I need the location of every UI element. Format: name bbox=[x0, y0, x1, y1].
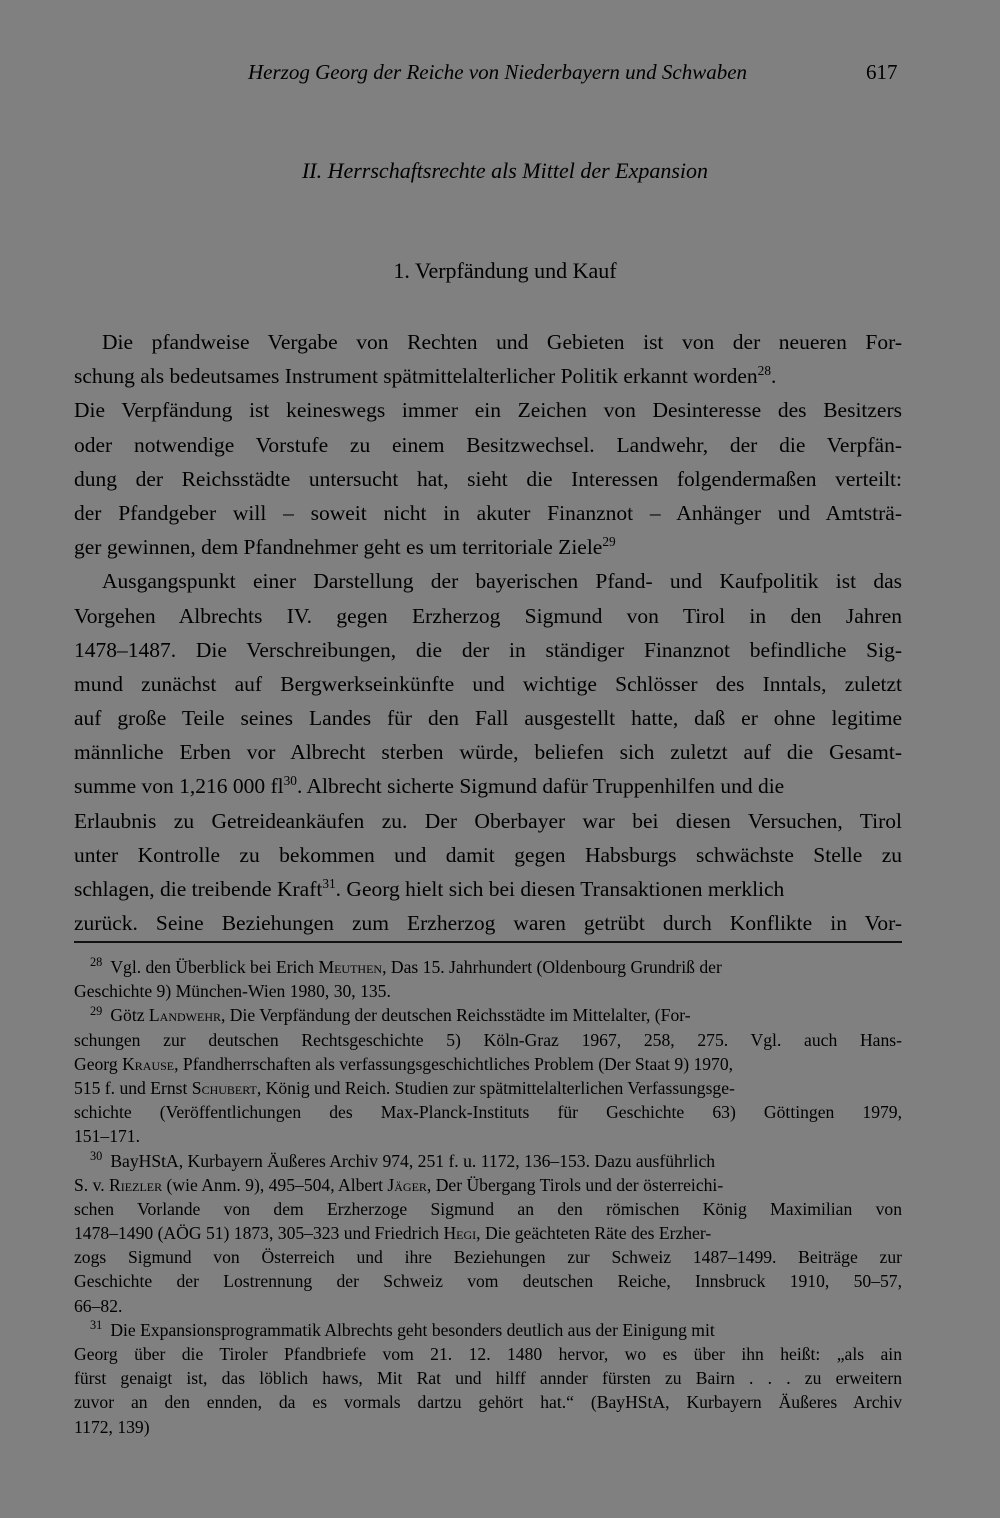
body-line: Ausgangspunkt einer Darstellung der bayerischen Pfand- und Kaufpolitik ist das bbox=[102, 569, 902, 594]
body-line: mund zunächst auf Bergwerkseinkünfte und wichtige Schlösser des Inntals, zuletzt bbox=[74, 671, 902, 696]
footnote-line: schungen zur deutschen Rechtsgeschichte 5) Köln-Graz 1967, 258, 275. Vgl. auch Hans- bbox=[74, 1029, 902, 1050]
body-line: 1478–1487. Die Verschreibungen, die der in ständiger Finanznot befindliche Sig- bbox=[74, 637, 902, 662]
footnote-number: 31 bbox=[90, 1317, 103, 1332]
body-line: Vorgehen Albrechts IV. gegen Erzherzog Sigmund von Tirol in den Jahren bbox=[74, 603, 902, 628]
body-line: auf große Teile seines Landes für den Fall ausgestellt hatte, daß er ohne legitime bbox=[74, 706, 902, 731]
footnote-line bbox=[74, 1173, 902, 1197]
footnotes bbox=[74, 955, 902, 1439]
footnote-ref[interactable]: 30 bbox=[283, 773, 297, 789]
footnote-text: Die Expansionsprogrammatik Albrechts geht besonders deutlich aus der Einigung mit bbox=[110, 1319, 715, 1340]
body-line: Die Verpfändung ist keineswegs immer ein Zeichen von Desinteresse des Besitzers bbox=[74, 398, 902, 423]
footnote-ref[interactable]: 28 bbox=[757, 363, 771, 379]
body-line: unter Kontrolle zu bekommen und damit gegen Habsburgs schwächste Stelle zu bbox=[74, 842, 902, 867]
footnote-ref[interactable]: 29 bbox=[602, 533, 616, 549]
body-line: männliche Erben vor Albrecht sterben würde, beliefen sich zuletzt auf die Gesamt- bbox=[74, 740, 902, 765]
footnote-text: , König und Reich. Studien zur spätmittelalterlichen Verfassungsge- bbox=[256, 1077, 735, 1098]
footnote-31 bbox=[74, 1318, 902, 1342]
author-name: Meuthen bbox=[318, 957, 383, 977]
footnote-number: 29 bbox=[90, 1003, 103, 1018]
author-name: Krause bbox=[122, 1053, 175, 1074]
footnote-line: 151–171. bbox=[74, 1126, 140, 1147]
body-line-text: . bbox=[770, 364, 777, 389]
footnote-30 bbox=[74, 1149, 902, 1173]
body-line: dung der Reichsstädte untersucht hat, sieht die Interessen folgendermaßen verteilt: bbox=[74, 466, 902, 491]
body-line bbox=[74, 769, 902, 803]
footnote-number: 28 bbox=[90, 955, 103, 970]
footnote-separator bbox=[74, 941, 902, 943]
footnote-number: 30 bbox=[90, 1148, 103, 1163]
footnote-text: , Die Verpfändung der deutschen Reichsstädte im Mittelalter, (For- bbox=[221, 1005, 691, 1026]
footnote-line bbox=[74, 1052, 902, 1076]
author-name: Riezler bbox=[109, 1174, 163, 1195]
body-line: zurück. Seine Beziehungen zum Erzherzog waren getrübt durch Konflikte in Vor- bbox=[74, 911, 902, 936]
body-line-text: . Albrecht sicherte Sigmund dafür Truppenhilfen und die bbox=[296, 774, 785, 799]
body-line-text: schlagen, die treibende Kraft bbox=[74, 877, 323, 901]
footnote-text: , Die geächteten Räte des Erzher- bbox=[476, 1223, 712, 1244]
body-line: Die pfandweise Vergabe von Rechten und Gebieten ist von der neueren For- bbox=[102, 330, 902, 354]
footnote-text: , Das 15. Jahrhundert (Oldenbourg Grundriß der bbox=[382, 957, 722, 977]
author-name: Hegi bbox=[443, 1223, 477, 1244]
body-text bbox=[74, 325, 902, 940]
footnote-text: , Pfandherrschaften als verfassungsgeschichtliches Problem (Der Staat 9) 1970, bbox=[174, 1053, 734, 1074]
body-line: der Pfandgeber will – soweit nicht in akuter Finanznot – Anhänger und Amtsträ- bbox=[74, 500, 902, 525]
section-heading: II. Herrschaftsrechte als Mittel der Expansion bbox=[301, 158, 709, 183]
body-line: oder notwendige Vorstufe zu einem Besitzwechsel. Landwehr, der die Verpfän- bbox=[74, 432, 902, 457]
body-line bbox=[74, 359, 902, 393]
footnote-text: S. v. bbox=[74, 1174, 110, 1195]
footnote-line: Georg über die Tiroler Pfandbriefe vom 21. 12. 1480 hervor, wo es über ihn heißt: „als ain bbox=[74, 1344, 902, 1364]
author-name: Landwehr bbox=[148, 1005, 221, 1026]
body-line-text: summe von 1,216 000 fl bbox=[74, 774, 284, 799]
footnote-ref[interactable]: 31 bbox=[322, 875, 336, 891]
footnote-text: 515 f. und Ernst bbox=[74, 1077, 192, 1098]
footnote-text: Vgl. den Überblick bei Erich bbox=[110, 957, 319, 977]
footnote-line: 1172, 139) bbox=[74, 1416, 150, 1437]
footnote-line bbox=[74, 1076, 902, 1100]
footnote-text: 1478–1490 (AÖG 51) 1873, 305–323 und Friedrich bbox=[74, 1223, 444, 1244]
body-line-text: ger gewinnen, dem Pfandnehmer geht es um territoriale Ziele bbox=[74, 535, 603, 560]
subsection-heading: 1. Verpfändung und Kauf bbox=[393, 258, 617, 283]
footnote-line: fürst genaigt ist, das löblich haws, Mit Rat und hilff annder fürsten zu Bairn . . . zu erweitern bbox=[74, 1368, 902, 1389]
body-line-text: . Georg hielt sich bei diesen Transaktionen merklich bbox=[335, 877, 785, 901]
footnote-line: zogs Sigmund von Österreich und ihre Beziehungen zur Schweiz 1487–1499. Beiträge zur bbox=[74, 1247, 902, 1268]
body-line-text: schung als bedeutsames Instrument spätmittelalterlicher Politik erkannt worden bbox=[74, 364, 758, 389]
footnote-28 bbox=[74, 955, 902, 979]
footnote-line: schichte (Veröffentlichungen des Max-Planck-Instituts für Geschichte 63) Göttingen 1979, bbox=[74, 1102, 902, 1123]
body-line bbox=[74, 872, 902, 906]
footnote-line bbox=[74, 1221, 902, 1245]
footnote-line: Geschichte 9) München-Wien 1980, 30, 135. bbox=[74, 981, 391, 1002]
running-header-title: Herzog Georg der Reiche von Niederbayern und Schwaben bbox=[248, 60, 748, 84]
page-number: 617 bbox=[866, 60, 898, 84]
body-line bbox=[74, 530, 902, 564]
footnote-line: 66–82. bbox=[74, 1295, 123, 1316]
footnote-text: BayHStA, Kurbayern Äußeres Archiv 974, 251 f. u. 1172, 136–153. Dazu ausführlich bbox=[110, 1150, 716, 1171]
footnote-text: Georg bbox=[74, 1053, 123, 1074]
author-name: Jäger bbox=[387, 1174, 427, 1195]
author-name: Schubert bbox=[191, 1077, 257, 1098]
body-line: Erlaubnis zu Getreideankäufen zu. Der Oberbayer war bei diesen Versuchen, Tirol bbox=[74, 808, 902, 833]
footnote-29 bbox=[74, 1003, 902, 1027]
footnote-text: (wie Anm. 9), 495–504, Albert bbox=[162, 1174, 388, 1195]
footnote-text: Götz bbox=[110, 1005, 149, 1026]
footnote-line: Geschichte der Lostrennung der Schweiz vom deutschen Reiche, Innsbruck 1910, 50–57, bbox=[74, 1271, 902, 1292]
footnote-line: zuvor an den ennden, da es vormals dartzu gehört hat.“ (BayHStA, Kurbayern Äußeres Archiv bbox=[74, 1392, 902, 1413]
footnote-line: schen Vorlande von dem Erzherzoge Sigmund an den römischen König Maximilian von bbox=[74, 1198, 902, 1219]
footnote-text: , Der Übergang Tirols und der österreichi- bbox=[426, 1174, 724, 1195]
